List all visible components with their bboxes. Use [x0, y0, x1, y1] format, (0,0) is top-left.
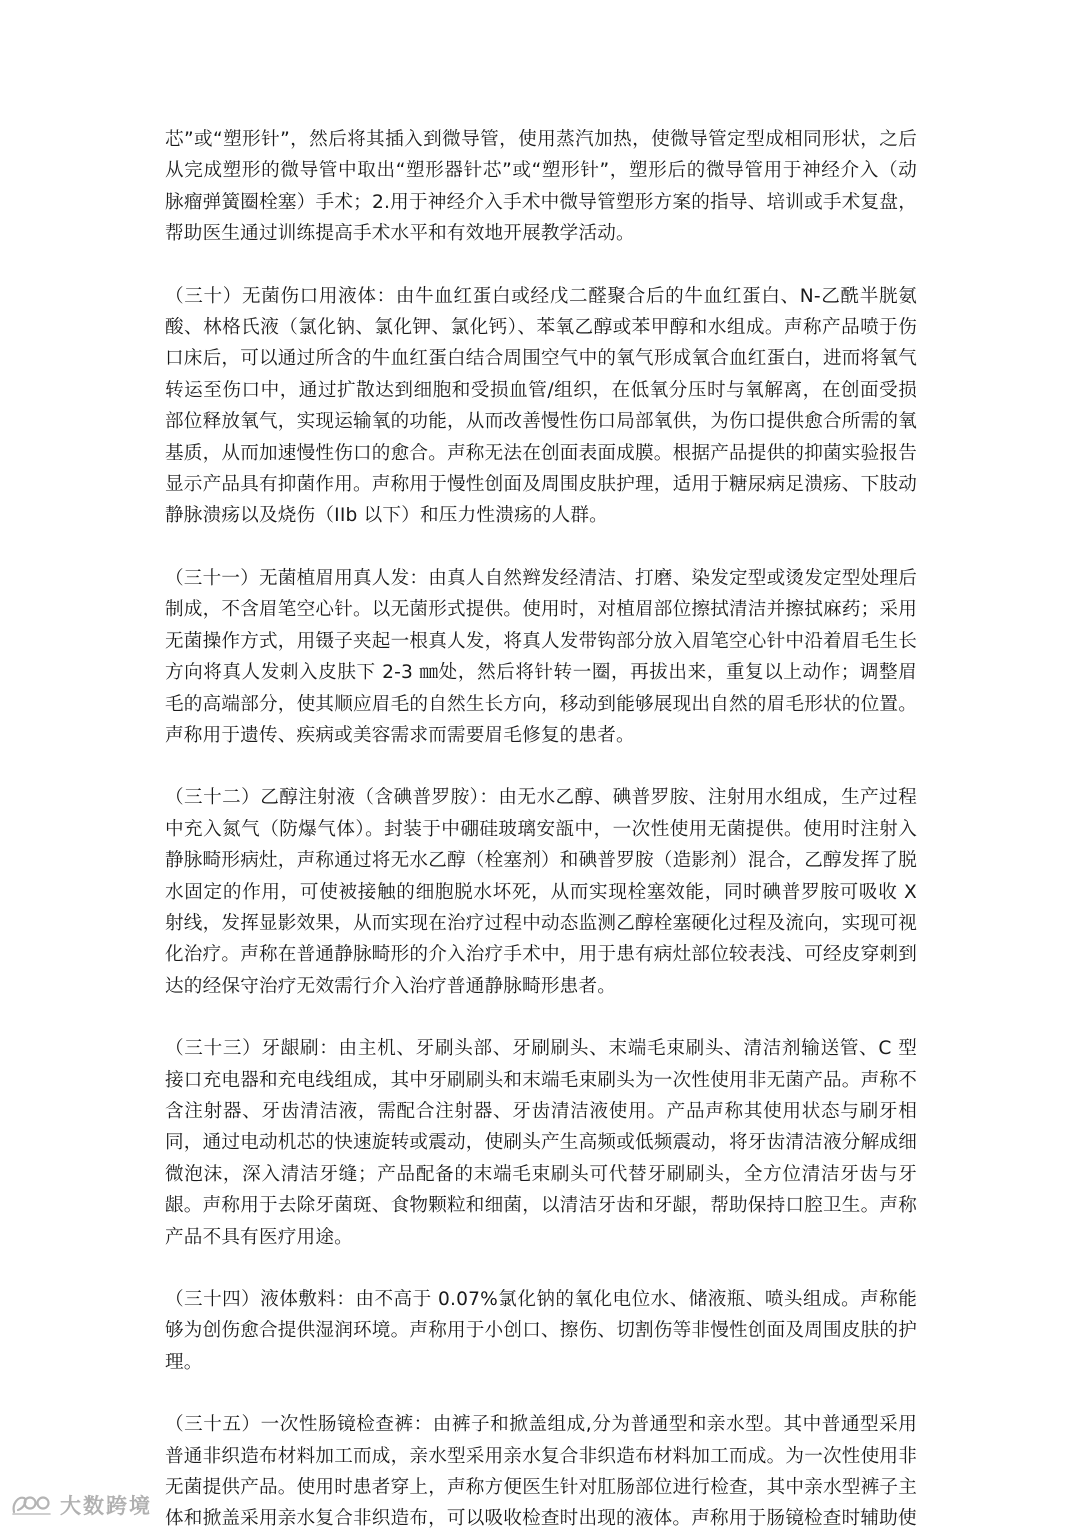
paragraph-item-32: （三十二）乙醇注射液（含碘普罗胺）：由无水乙醇、碘普罗胺、注射用水组成，生产过程中充入氮气（防爆气体）。封装于中硼硅玻璃安瓿中，一次性使用无菌提供。使用时注射入静脉畸形病灶，声称通过将无水乙醇（栓塞剂）和碘普罗胺（造影剂）混合，乙醇发挥了脱水固定的作用，可使被接触的细胞脱水坏死，从而实现栓塞效能，同时碘普罗胺可吸收 X 射线，发挥显影效果，从而实现在治疗过程中动态监测乙醇栓塞硬化过程及流向，实现可视化治疗。声称在普通静脉畸形的介入治疗手术中，用于患有病灶部位较表浅、可经皮穿刺到达的经保守治疗无效需行介入治疗普通静脉畸形患者。 — [165, 787, 917, 997]
watermark-text: 大数跨境 — [60, 1494, 152, 1518]
paragraph-continuation: 芯”或“塑形针”，然后将其插入到微导管，使用蒸汽加热，使微导管定型成相同形状，之后从完成塑形的微导管中取出“塑形器针芯”或“塑形针”，塑形后的微导管用于神经介入（动脉瘤弹簧圈栓塞）手术；2.用于神经介入手术中微导管塑形方案的指导、培训或手术复盘，帮助医生通过训练提高手术水平和有效地开展教学活动。 — [165, 129, 917, 245]
paragraph-item-34: （三十四）液体敷料：由不高于 0.07%氯化钠的氧化电位水、储液瓶、喷头组成。声称能够为创伤愈合提供湿润环境。声称用于小创口、擦伤、切割伤等非慢性创面及周围皮肤的护理。 — [165, 1289, 917, 1373]
document-body — [165, 124, 917, 1535]
paragraph-item-31: （三十一）无菌植眉用真人发：由真人自然辫发经清洁、打磨、染发定型或烫发定型处理后制成，不含眉笔空心针。以无菌形式提供。使用时，对植眉部位擦拭清洁并擦拭麻药；采用无菌操作方式，用镊子夹起一根真人发，将真人发带钩部分放入眉笔空心针中沿着眉毛生长方向将真人发刺入皮肤下 2-3 ㎜处，然后将针转一圈，再拔出来，重复以上动作；调整眉毛的高端部分，使其顺应眉毛的自然生长方向，移动到能够展现出自然的眉毛形状的位置。声称用于遗传、疾病或美容需求而需要眉毛修复的患者。 — [165, 567, 917, 746]
paragraph-item-30: （三十）无菌伤口用液体：由牛血红蛋白或经戊二醛聚合后的牛血红蛋白、N-乙酰半胱氨酸、林格氏液（氯化钠、氯化钾、氯化钙）、苯氧乙醇或苯甲醇和水组成。声称产品喷于伤口床后，可以通过所含的牛血红蛋白结合周围空气中的氧气形成氧合血红蛋白，进而将氧气转运至伤口中，通过扩散达到细胞和受损血管/组织，在低氧分压时与氧解离，在创面受损部位释放氧气，实现运输氧的功能，从而改善慢性伤口局部氧供，为伤口提供愈合所需的氧基质，从而加速慢性伤口的愈合。声称无法在创面表面成膜。根据产品提供的抑菌实验报告显示产品具有抑菌作用。声称用于慢性创面及周围皮肤护理，适用于糖尿病足溃疡、下肢动静脉溃疡以及烧伤（IIb 以下）和压力性溃疡的人群。 — [165, 285, 917, 527]
brand-logo-icon — [10, 1492, 54, 1518]
paragraph-item-35: （三十五）一次性肠镜检查裤：由裤子和掀盖组成,分为普通型和亲水型。其中普通型采用普通非织造布材料加工而成，亲水型采用亲水复合非织造布材料加工而成。为一次性使用非无菌提供产品。使用时患者穿上，声称方便医生针对肛肠部位进行检查，其中亲水型裤子主体和掀盖采用亲水复合非织造布，可以吸收检查时出现的液体。声称用于肠镜检查时辅助使 — [165, 1414, 917, 1530]
watermark — [10, 1490, 152, 1520]
paragraph-item-33: （三十三）牙龈刷：由主机、牙刷头部、牙刷刷头、末端毛束刷头、清洁剂输送管、C 型接口充电器和充电线组成，其中牙刷刷头和末端毛束刷头为一次性使用非无菌产品。声称不含注射器、牙齿清洁液，需配合注射器、牙齿清洁液使用。产品声称其使用状态与刷牙相同，通过电动机芯的快速旋转或震动，使刷头产生高频或低频震动，将牙齿清洁液分解成细微泡沫，深入清洁牙缝；产品配备的末端毛束刷头可代替牙刷刷头，全方位清洁牙齿与牙龈。声称用于去除牙菌斑、食物颗粒和细菌，以清洁牙齿和牙龈，帮助保持口腔卫生。声称产品不具有医疗用途。 — [165, 1038, 917, 1248]
